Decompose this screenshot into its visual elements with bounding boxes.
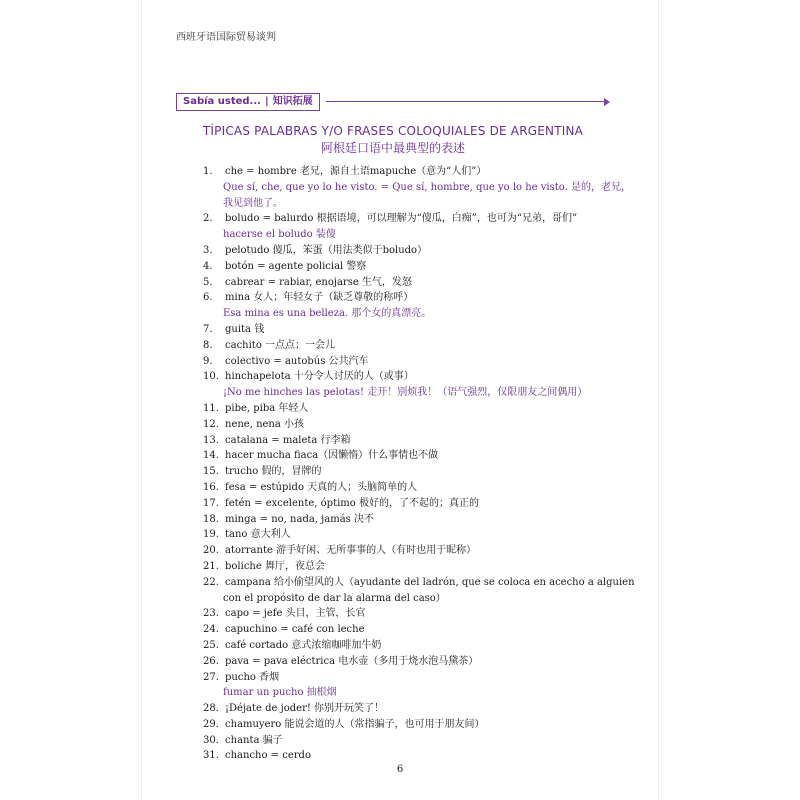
item-number: 1. [203,166,213,177]
item-number: 31. [203,750,219,762]
item-number: 5. [203,276,213,288]
list-item [203,417,623,433]
list-item [203,559,623,575]
list-item [203,322,623,338]
title-chinese: 阿根廷口语中最典型的表述 [320,141,465,155]
example-line [203,196,623,212]
list-item [203,654,623,670]
list-item [203,433,623,449]
item-text: fesa = estúpido 天真的人；头脑简单的人 [225,481,418,493]
item-text: pibe, piba 年轻人 [225,402,309,414]
item-number: 13. [203,434,219,446]
example-line [203,180,631,196]
item-number: 22. [203,576,219,588]
example-text: fumar un pucho 抽根烟 [223,687,337,699]
item-text: chamuyero 能说会道的人（常指骗子，也可用于朋友间） [225,718,485,730]
list-item [203,527,623,543]
example-text: 我见到他了。 [223,197,283,209]
list-item [203,606,623,622]
list-item [203,338,623,354]
section-label-es: Sabía usted... [183,96,261,107]
list-item [203,701,623,717]
item-text: catalana = maleta 行李箱 [225,434,351,446]
item-text: chanta 骗子 [225,734,283,746]
page-number: 6 [396,764,404,775]
running-head: 西班牙语国际贸易谈判 [176,32,276,43]
item-text: tano 意大利人 [225,529,291,541]
continuation-line [203,591,623,607]
list-item [203,354,623,370]
item-text: capo = jefe 头目，主管，长官 [225,608,366,620]
item-text: pelotudo 傻瓜，笨蛋（用法类似于boludo） [225,244,428,256]
list-item [203,401,623,417]
item-number: 12. [203,418,219,430]
item-text: nene, nena 小孩 [225,418,305,430]
list-item [203,259,623,275]
list-item [203,464,623,480]
item-text: cabrear = rabiar, enojarse 生气，发怒 [225,276,412,288]
item-text: atorrante 游手好闲、无所事事的人（有时也用于昵称） [225,545,477,557]
item-text: colectivo = autobús 公共汽车 [225,355,369,367]
section-rule [326,101,604,102]
item-number: 24. [203,624,219,636]
item-number: 16. [203,481,219,493]
section-header [176,93,610,109]
arrow-right-icon [604,98,610,106]
list-item [203,543,623,559]
item-text: guita 钱 [225,323,265,335]
item-number: 29. [203,718,219,730]
example-text: Esa mina es una belleza. 那个女的真漂亮。 [223,308,432,320]
list-item [203,512,623,528]
item-number: 30. [203,734,219,746]
item-text: pava = pava eléctrica 电水壶（多用于烧水泡马黛茶） [225,655,479,667]
list-item [203,275,623,291]
item-number: 25. [203,639,219,651]
title-spanish: TÍPICAS PALABRAS Y/O FRASES COLOQUIALES DE ARGENTINA [202,124,584,138]
list-item [203,622,623,638]
list-item [203,480,623,496]
entry-list [203,164,635,764]
item-number: 14. [203,450,219,462]
list-item [203,164,623,180]
list-item [203,748,623,764]
item-number: 8. [203,339,213,351]
item-number: 19. [203,529,219,541]
item-text: campana 给小偷望风的人（ayudante del ladrón, que se coloca en acecho a alguien [225,576,635,588]
item-text: capuchino = café con leche [225,624,365,636]
section-label [176,93,320,111]
list-item [203,733,623,749]
item-number: 20. [203,545,219,557]
item-text: cachito 一点点；一会儿 [225,339,336,351]
item-text: botón = agente policial 警察 [225,260,367,272]
item-text: hinchapelota 十分令人讨厌的人（或事） [225,371,414,383]
example-line [203,306,623,322]
item-number: 3. [203,244,213,256]
list-item [203,448,623,464]
item-number: 4. [203,260,213,272]
item-text: café cortado 意式浓缩咖啡加牛奶 [225,639,382,651]
item-text: chancho = cerdo [225,750,311,762]
item-text: minga = no, nada, jamás 决不 [225,513,374,525]
example-text: ¡No me hinches las pelotas! 走开！别烦我！（语气强烈，仅限朋友之间偶用） [223,387,588,399]
list-item [203,211,623,227]
example-line [203,385,623,401]
list-item [203,243,623,259]
item-number: 10. [203,371,219,383]
item-number: 17. [203,497,219,509]
list-item [203,290,623,306]
list-item [203,369,623,385]
list-item [203,575,635,591]
item-number: 18. [203,513,219,525]
example-text: hacerse el boludo 装傻 [223,229,336,241]
item-number: 2. [203,213,213,225]
item-text: trucho 假的，冒牌的 [225,466,322,478]
item-number: 7. [203,323,213,335]
list-item [203,670,623,686]
item-text: boliche 舞厅，夜总会 [225,560,325,572]
list-item [203,717,623,733]
item-number: 21. [203,560,219,572]
list-item [203,496,623,512]
list-item [203,638,623,654]
item-text: hacer mucha fiaca（因懒惰）什么事情也不做 [225,450,439,462]
section-separator: | [264,96,269,107]
item-number: 28. [203,703,219,715]
item-number: 11. [203,402,219,414]
example-text: Que sí, che, que yo lo he visto. = Que sí, hombre, que yo lo he visto. 是的，老兄， [223,181,631,193]
item-number: 9. [203,355,213,367]
item-text: fetén = excelente, óptimo 极好的，了不起的；真正的 [225,497,479,509]
item-text: ¡Déjate de joder! 你别开玩笑了！ [225,703,385,715]
continuation-text: con el propósito de dar la alarma del caso） [223,592,446,604]
example-line [203,227,623,243]
section-label-zh: 知识拓展 [272,96,313,107]
item-text: pucho 香烟 [225,671,280,683]
item-text: che = hombre 老兄，源自土语mapuche（意为“人们”） [225,166,487,177]
item-number: 27. [203,671,219,683]
item-text: mina 女人；年轻女子（缺乏尊敬的称呼） [225,292,414,304]
item-number: 15. [203,466,219,478]
item-number: 23. [203,608,219,620]
example-line [203,685,623,701]
item-number: 26. [203,655,219,667]
item-text: boludo = balurdo 根据语境，可以理解为“傻瓜，白痴”，也可为“兄弟，哥们” [225,213,578,225]
item-number: 6. [203,292,213,304]
